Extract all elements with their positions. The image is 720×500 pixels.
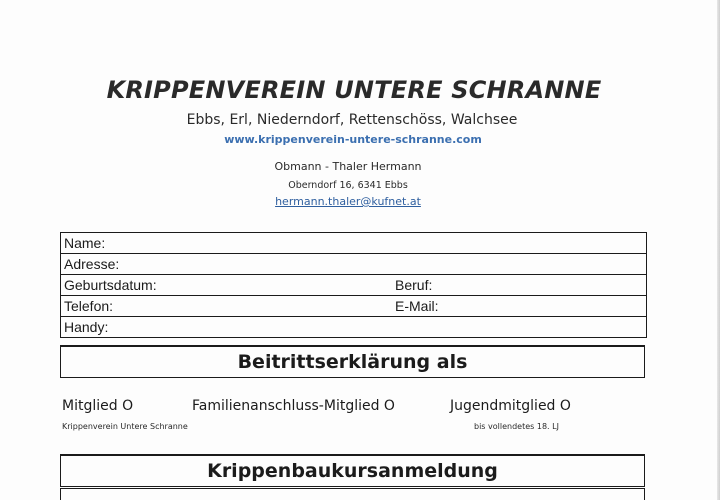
organization-title: KRIPPENVEREIN UNTERE SCHRANNE: [106, 76, 602, 104]
member-note: Krippenverein Untere Schranne: [62, 422, 188, 431]
chairman-address: Oberndorf 16, 6341 Ebbs: [288, 180, 408, 191]
field-label-profession: Beruf:: [395, 277, 433, 293]
field-label-address: Adresse:: [64, 256, 120, 272]
chairman-name: Obmann - Thaler Hermann: [274, 160, 422, 173]
table-border-right: [644, 488, 645, 500]
course-registration-heading: Krippenbaukursanmeldung: [60, 454, 645, 487]
field-label-phone: Telefon:: [64, 298, 114, 314]
field-label-name: Name:: [64, 235, 106, 251]
personal-data-table: [60, 232, 647, 338]
field-label-birthdate: Geburtsdatum:: [64, 277, 157, 293]
website-link[interactable]: www.krippenverein-untere-schranne.com: [224, 133, 482, 146]
form-row-birthdate[interactable]: [61, 275, 646, 296]
table-border-left: [60, 488, 61, 500]
option-family-member[interactable]: Familienanschluss-Mitglied O: [192, 398, 395, 414]
form-row-address[interactable]: [61, 254, 646, 275]
organization-towns: Ebbs, Erl, Niederndorf, Rettenschöss, Walchsee: [186, 112, 518, 128]
email-link[interactable]: hermann.thaler@kufnet.at: [275, 195, 421, 208]
form-row-mobile[interactable]: [61, 317, 646, 338]
field-label-mobile: Handy:: [64, 319, 109, 335]
form-row-name[interactable]: [61, 233, 646, 254]
youth-member-note: bis vollendetes 18. LJ: [474, 422, 559, 431]
table-divider: [60, 488, 645, 489]
membership-heading: Beitrittserklärung als: [60, 345, 645, 378]
field-label-email: E-Mail:: [395, 298, 439, 314]
form-row-phone[interactable]: [61, 296, 646, 317]
option-member[interactable]: Mitglied O: [62, 398, 134, 414]
option-youth-member[interactable]: Jugendmitglied O: [450, 398, 571, 414]
